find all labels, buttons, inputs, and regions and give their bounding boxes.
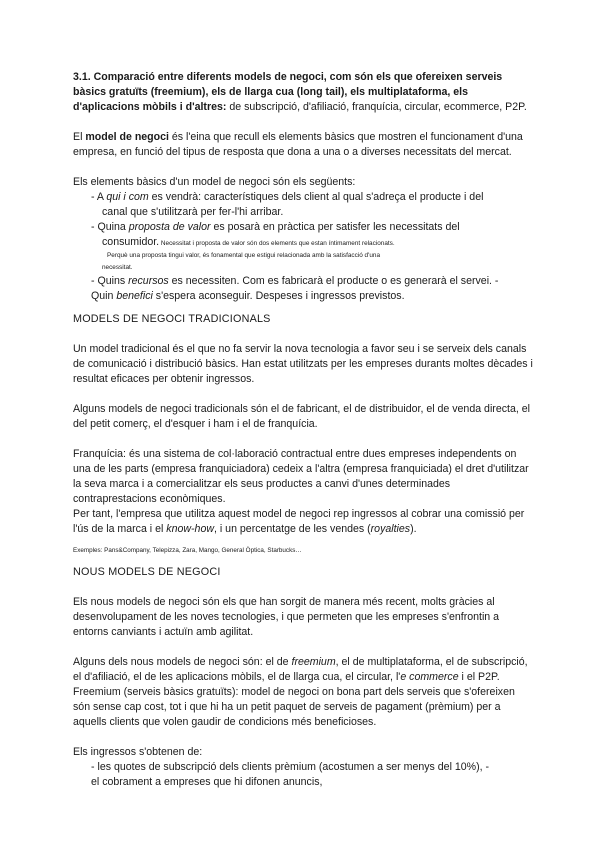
intro-pre: El <box>73 131 86 143</box>
item1-em: qui i com <box>106 191 149 203</box>
item3-prefix: - Quins <box>91 275 129 287</box>
p4-text-b: , i un percentatge de les vendes ( <box>214 523 371 535</box>
elements-list <box>73 190 533 304</box>
heading-traditional: MODELS DE NEGOCI TRADICIONALS <box>73 313 271 325</box>
item2-text: es posarà en pràctica per satisfer les necessitats del <box>210 221 460 233</box>
item4-text: s'espera aconseguir. Despeses i ingressos previstos. <box>152 290 405 302</box>
p2-text-c: i el P2P. <box>458 671 500 683</box>
heading-new-models: NOUS MODELS DE NEGOCI <box>73 566 221 578</box>
traditional-p3: Franquícia: és una sistema de col·laboració contractual entre dues empreses independents on una de les parts (empresa franquiciadora) cedeix a l'altra (empresa franquiciada) el dret d'utilitzar la seva marca i a comercialitzar els seus productes a canvi d'unes determinades contraprestacions econòmiques. <box>73 448 529 505</box>
section-title-bold: 3.1. Comparació entre diferents models de negoci, com són els que ofereixen serveis bàsics gratuïts (freemium), els de llarga cua (long tail), els multiplataforma, els d'aplicacions mòbils i d'altres: <box>73 71 503 113</box>
p2-em-ecommerce: e commerce <box>400 671 459 683</box>
document-page <box>73 70 533 790</box>
list-item: - les quotes de subscripció dels clients prèmium (acostumen a ser menys del 10%), - <box>91 761 490 773</box>
item2-em: proposta de valor <box>128 221 211 233</box>
traditional-p1: Un model tradicional és el que no fa servir la nova tecnologia a favor seu i se serveix dels canals de comunicació i distribució bàsics. Han estat utilitzats per les empreses durants moltes dècades i resultat eficaces per obtenir ingressos. <box>73 343 533 385</box>
list-item-continuation <box>73 235 533 250</box>
p4-text-c: ). <box>410 523 417 535</box>
list-item <box>73 289 533 304</box>
item4-prefix: Quin <box>91 290 117 302</box>
item2-cont: consumidor. <box>102 236 160 248</box>
p2-em-freemium: freemium <box>291 656 336 668</box>
item3-text: es necessiten. Com es fabricarà el producte o es generarà el servei. - <box>168 275 499 287</box>
section-title <box>73 70 533 115</box>
item3-em: recursos <box>128 275 169 287</box>
list-item <box>73 220 533 235</box>
list-item <box>73 274 533 289</box>
new-models-p2 <box>73 655 533 685</box>
p2-text-b: , el de multiplataforma, el de subscripció, el d'afiliació, el de les aplicacions mòbils, el de llarga cua, el circular, l' <box>73 656 528 683</box>
section-title-rest: de subscripció, d'afiliació, franquícia, circular, ecommerce, P2P. <box>226 101 527 113</box>
p2-text-a: Alguns dels nous models de negoci són: el de <box>73 656 292 668</box>
new-models-p3: Freemium (serveis bàsics gratuïts): model de negoci on bona part dels serveis que s'ofereixen són sense cap cost, tot i que hi ha un petit paquet de serveis de pagament (prèmium) per a aquells clients que volen gaudir de condicions més beneficioses. <box>73 686 515 728</box>
examples-line: Exemples: Pans&Company, Telepizza, Zara, Mango, General Òptica, Starbucks… <box>73 547 302 554</box>
item2-prefix: - Quina <box>91 221 129 233</box>
traditional-p2: Alguns models de negoci tradicionals són el de fabricant, el de distribuidor, el de venda directa, el del petit comerç, el d'esquer i ham i el de franquícia. <box>73 403 530 430</box>
new-models-p4: Els ingressos s'obtenen de: <box>73 746 203 758</box>
intro-paragraph <box>73 130 533 160</box>
intro-bold-term: model de negoci <box>85 131 169 143</box>
p4-em-royalties: royalties <box>370 523 411 535</box>
item4-em: benefici <box>116 290 153 302</box>
item1-text: es vendrà: característiques dels client al qual s'adreça el producte i del <box>148 191 484 203</box>
item2-note-line3: necessitat. <box>102 264 133 271</box>
item2-note: Necessitat i proposta de valor són dos elements que estan íntimament relacionats. <box>159 240 395 247</box>
p4-text-a: Per tant, l'empresa que utilitza aquest model de negoci rep ingressos al cobrar una comissió per l'ús de la marca i el <box>73 508 525 535</box>
elements-lead: Els elements bàsics d'un model de negoci són els següents: <box>73 176 356 188</box>
item2-note-line2: Perquè una proposta tingui valor, és fonamental que estigui relacionada amb la satisfacció d'una <box>107 252 380 259</box>
list-item: el cobrament a empreses que hi difonen anuncis, <box>91 776 323 788</box>
traditional-p4 <box>73 507 533 537</box>
new-models-p1: Els nous models de negoci són els que han sorgit de manera més recent, molts gràcies al desenvolupament de les noves tecnologies, i que permeten que les empreses s'enfrontin a entorns canviants i actuïn amb agilitat. <box>73 596 500 638</box>
list-item-continuation: canal que s'utilitzarà per fer-l'hi arribar. <box>102 206 284 218</box>
intro-post: és l'eina que recull els elements bàsics que mostren el funcionament d'una empresa, en funció del tipus de resposta que dona a una o a diverses necessitats del mercat. <box>73 131 523 158</box>
list-item <box>73 190 533 205</box>
p4-em-knowhow: know-how <box>166 523 214 535</box>
item1-prefix: - A <box>91 191 107 203</box>
